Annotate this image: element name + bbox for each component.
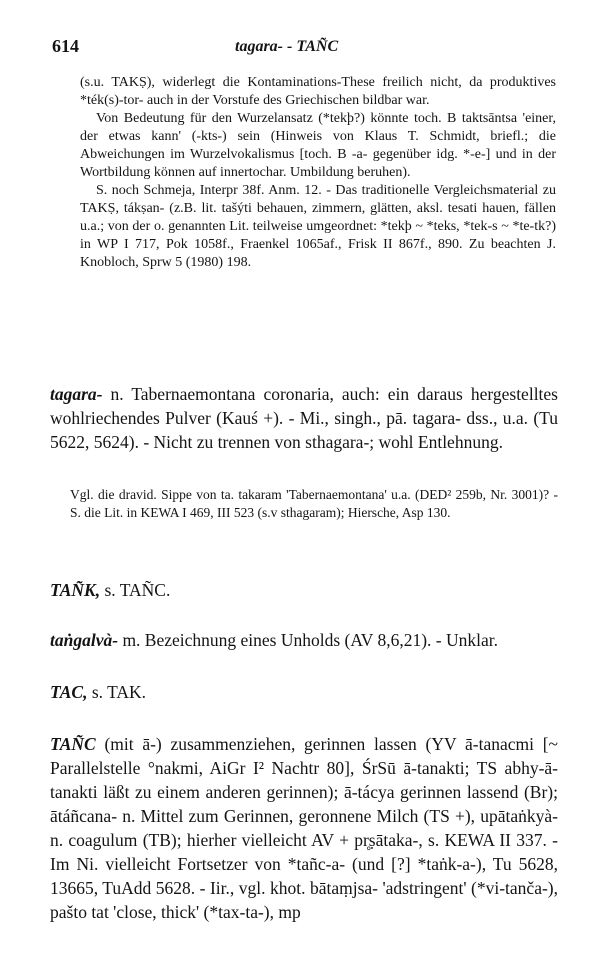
entry-text: s. TAK. (87, 682, 147, 702)
continued-entry-block (80, 74, 556, 272)
note-text: Vgl. die dravid. Sippe von ta. takaram 'Tabernaemontana' u.a. (DED² 259b, Nr. 3001)? - S. die Lit. in KEWA I 469, III 523 (s.v sthagaram); Hiersche, Asp 130. (70, 487, 558, 520)
entry-text: s. TAÑC. (100, 580, 171, 600)
entry-text: (mit ā-) zusammenziehen, gerinnen lassen (YV ā-tanacmi [~ Parallelstelle °nakmi, AiGr I² Nachtr 80], ŚrSū ā-tanakti; TS abhy-ā-tanakti läßt zu einem anderen gerinnen); ā-tácya gerinnen lassend (Br); ātáñcana- n. Mittel zum Gerinnen, geronnene Milch (TS +), upātaṅkyà- n. coagulum (TB); hierher vielleicht AV + pr̥ṣātaka-, s. KEWA II 337. - Im Ni. vielleicht Fortsetzer von *tañc-a- (und [?] *taṅk-a-), Tu 5628, 13665, TuAdd 5628. - Iir., vgl. khot. bātaṃjsa- 'adstringent' (*vi-tanča-), pašto tat 'close, thick' (*tax-ta-), mp (50, 734, 558, 922)
running-head: tagara- - TAÑC (235, 38, 339, 55)
entry-tac (50, 680, 558, 704)
entry-tagara-note (70, 486, 558, 522)
paragraph-1: (s.u. TAKṢ), widerlegt die Kontaminations-These freilich nicht, da produktives *ték(s)-tor- auch in der Vorstufe des Griechischen bildbar war. (80, 75, 556, 108)
entry-tank (50, 578, 558, 602)
entry-tagara (50, 382, 558, 454)
entry-tanc (50, 732, 558, 924)
entry-text: m. Bezeichnung eines Unholds (AV 8,6,21). - Unklar. (118, 630, 498, 650)
headword: TAÑC (50, 734, 96, 754)
headword: TAÑK, (50, 580, 101, 600)
headword: taṅgalvà- (50, 630, 119, 650)
page-number: 614 (52, 36, 79, 56)
headword: TAC, (50, 682, 88, 702)
paragraph-2: Von Bedeutung für den Wurzelansatz (*tekþ?) könnte toch. B taktsāntsa 'einer, der etwas kann' (-kts-) sein (Hinweis von Klaus T. Schmidt, briefl.; die Abweichungen im Wurzelvokalismus [toch. B -a- gegenüber idg. *-e-] und in der Wortbildung können auf innertochar. Umbildung beruhen). (80, 111, 556, 180)
paragraph-3: S. noch Schmeja, Interpr 38f. Anm. 12. - Das traditionelle Vergleichsmaterial zu TAKṢ, tákṣan- (z.B. lit. tašýti behauen, zimmern, glätten, aksl. tesati hauen, fällen u.a.; von der o. genannten Lit. teilweise umgeordnet: *tekþ ~ *teks, *tek-s ~ *te-tk?) in WP I 717, Pok 1058f., Fraenkel 1065af., Frisk II 867f., 890. Zu beachten J. Knobloch, Sprw 5 (1980) 198. (80, 183, 556, 270)
entry-text: n. Tabernaemontana coronaria, auch: ein daraus hergestelltes wohlriechendes Pulver (Kauś +). - Mi., singh., pā. tagara- dss., u.a. (Tu 5622, 5624). - Nicht zu trennen von sthagara-; wohl Entlehnung. (50, 384, 558, 452)
headword: tagara- (50, 384, 103, 404)
entry-tangalva (50, 628, 558, 652)
